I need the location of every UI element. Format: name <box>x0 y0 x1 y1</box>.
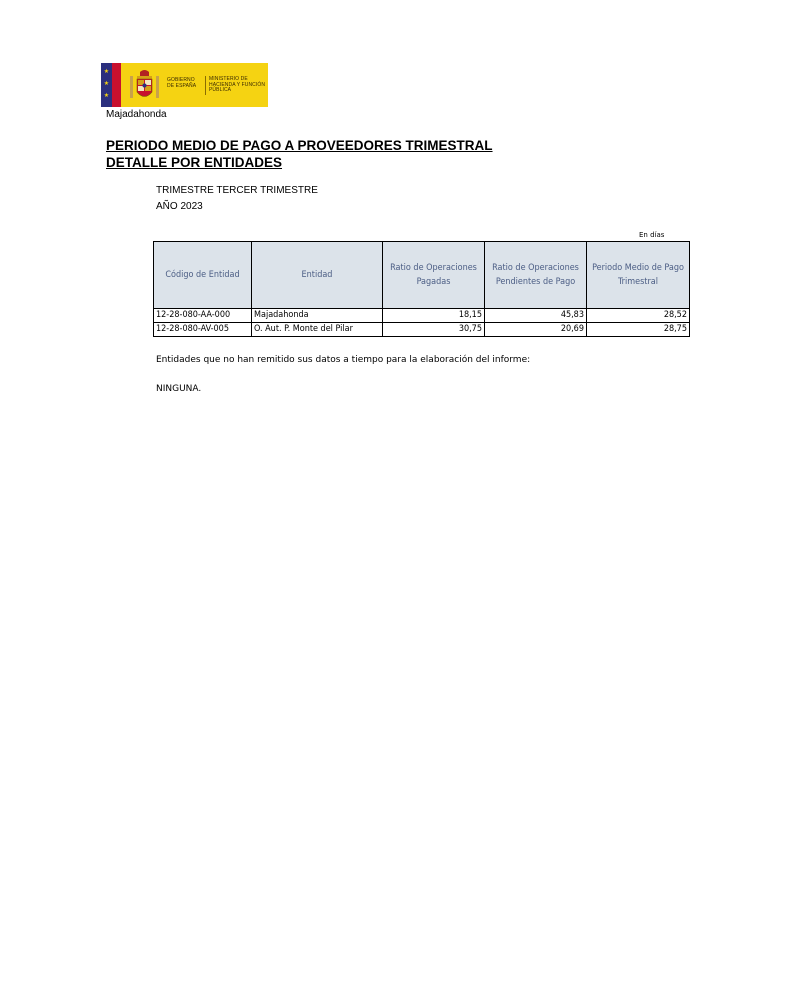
cell-periodo-medio: 28,75 <box>587 323 690 337</box>
cell-entidad: O. Aut. P. Monte del Pilar <box>252 323 383 337</box>
table-row <box>154 323 690 337</box>
col-header-ratio-pagadas: Ratio de Operaciones Pagadas <box>383 242 485 309</box>
logo-line1: GOBIERNO DE ESPAÑA <box>167 77 197 89</box>
cell-entidad: Majadahonda <box>252 309 383 323</box>
title-line1: PERIODO MEDIO DE PAGO A PROVEEDORES TRIMESTRAL <box>106 138 493 153</box>
entity-name: Majadahonda <box>106 109 167 120</box>
col-header-periodo-medio: Periodo Medio de Pago Trimestral <box>587 242 690 309</box>
stars-icon: ★ ★ ★ <box>103 69 110 99</box>
col-header-entidad: Entidad <box>252 242 383 309</box>
table-row <box>154 309 690 323</box>
eu-flag-strip <box>101 63 121 107</box>
col-header-codigo: Código de Entidad <box>154 242 252 309</box>
cell-ratio-pendientes: 45,83 <box>485 309 587 323</box>
late-entities-note: Entidades que no han remitido sus datos a tiempo para la elaboración del informe: <box>156 355 531 365</box>
cell-periodo-medio: 28,52 <box>587 309 690 323</box>
table-header-row <box>154 242 690 309</box>
cell-ratio-pendientes: 20,69 <box>485 323 587 337</box>
cell-ratio-pagadas: 18,15 <box>383 309 485 323</box>
government-logo <box>101 63 268 107</box>
year-label: AÑO 2023 <box>156 201 203 212</box>
payment-period-table <box>153 241 690 337</box>
cell-ratio-pagadas: 30,75 <box>383 323 485 337</box>
late-entities-value: NINGUNA. <box>156 384 202 394</box>
title-line2: DETALLE POR ENTIDADES <box>106 155 283 170</box>
logo-line2: MINISTERIO DE HACIENDA Y FUNCIÓN PÚBLICA <box>209 76 266 93</box>
units-label: En días <box>639 231 665 239</box>
coat-of-arms-icon <box>128 68 161 102</box>
cell-codigo: 12-28-080-AV-005 <box>154 323 252 337</box>
col-header-ratio-pendientes: Ratio de Operaciones Pendientes de Pago <box>485 242 587 309</box>
report-title <box>106 137 493 171</box>
quarter-label: TRIMESTRE TERCER TRIMESTRE <box>156 185 318 196</box>
cell-codigo: 12-28-080-AA-000 <box>154 309 252 323</box>
